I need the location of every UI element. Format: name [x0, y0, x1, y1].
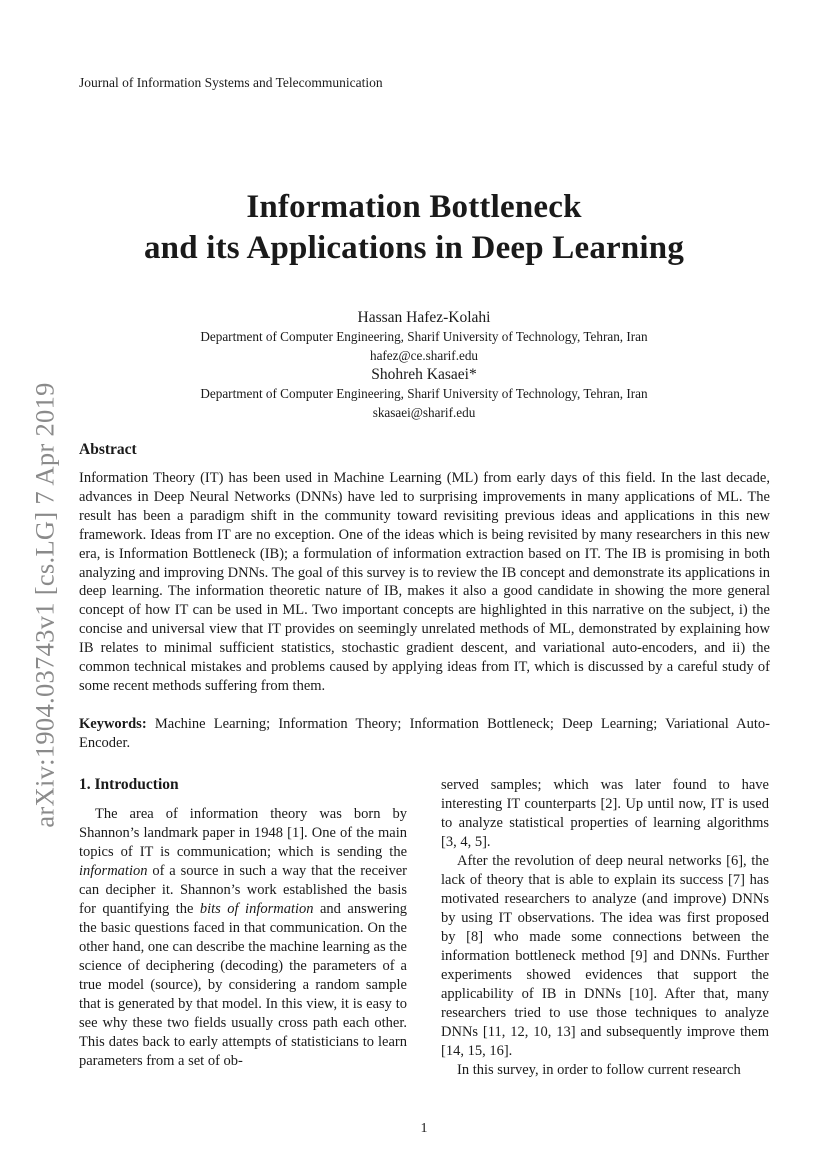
intro-right-column [441, 776, 769, 1080]
italic-text: bits of information [199, 901, 314, 917]
intro-left-column [79, 805, 407, 1071]
section-heading: 1. Introduction [79, 776, 179, 793]
keywords-list: Machine Learning; Information Theory; Information Bottleneck; Deep Learning; Variational Auto-Encoder. [79, 716, 771, 751]
author-name: Shohreh Kasaei* [371, 366, 477, 383]
text-run: and answering the basic questions faced in that communication. On the other hand, one can describe the machine learning as the science of deciphering (decoding) the parameters of a true model (source), by considering a random sample that is generated by that model. In this view, it is easy to see why these two fields usually cross path each other. This dates back to early attempts of statisticians to learn parameters from a set of ob- [79, 901, 407, 1069]
page-number: 1 [420, 1121, 428, 1136]
author-block [0, 308, 828, 422]
author-affiliation: Department of Computer Engineering, Sharif University of Technology, Tehran, Iran [200, 329, 648, 344]
author-email: skasaei@sharif.edu [372, 405, 476, 420]
italic-text: information [79, 863, 148, 879]
author-email: hafez@ce.sharif.edu [369, 348, 479, 363]
text-run: The area of information theory was born by Shannon’s landmark paper in 1948 [1]. One of the main topics of IT is communication; which is sending the [79, 806, 407, 860]
text-run: of a source in such a way that the receiver can decipher it. Shannon’s work established the basis for quantifying the [79, 863, 407, 917]
intro-paragraph: After the revolution of deep neural networks [6], the lack of theory that is able to explain its success [7] has motivated researchers to analyze (and improve) DNNs by using IT observations. The idea was first proposed by [8] who made some connections between the information bottleneck method [9] and DNNs. Further experiments showed evidences that support the applicability of IB in DNNs [10]. After that, many researchers tried to use those techniques to analyze DNNs [11, 12, 10, 13] and subsequently improve them [14, 15, 16]. [441, 853, 769, 1059]
intro-paragraph: served samples; which was later found to have interesting IT counterparts [2]. Up until now, IT is used to analyze statistical properties of learning algorithms [3, 4, 5]. [441, 777, 769, 850]
intro-paragraph: In this survey, in order to follow current research [457, 1062, 741, 1078]
journal-name: Journal of Information Systems and Telecommunication [79, 75, 383, 90]
title-line-1: Information Bottleneck [246, 189, 582, 225]
paper-title [0, 187, 828, 269]
author-name: Hassan Hafez-Kolahi [357, 309, 491, 326]
keywords [79, 715, 770, 753]
abstract-heading: Abstract [79, 441, 137, 458]
keywords-label: Keywords: [79, 716, 147, 732]
abstract-text: Information Theory (IT) has been used in Machine Learning (ML) from early days of this field. In the last decade, advances in Deep Neural Networks (DNNs) have led to surprising improvements in many applications of ML. The result has been a paradigm shift in the community toward revisiting previous ideas and applications in this new framework. Ideas from IT are no exception. One of the ideas which is being revisited by many researchers in this new era, is Information Bottleneck (IB); a formulation of information extraction based on IT. The IB is promising in both analyzing and improving DNNs. The goal of this survey is to review the IB concept and demonstrate its applications in deep learning. The information theoretic nature of IB, makes it also a good candidate in showing the more general concept of how IT can be used in ML. Two important concepts are highlighted in this narrative on the subject, i) the concise and universal view that IT provides on seemingly unrelated methods of ML, demonstrated by explaining how IB relates to minimal sufficient statistics, stochastic gradient descent, and variational auto-encoders, and ii) the common technical mistakes and problems caused by applying ideas from IT, which is discussed by a careful study of some recent methods suffering from them. [79, 470, 770, 694]
author-affiliation: Department of Computer Engineering, Sharif University of Technology, Tehran, Iran [200, 386, 648, 401]
intro-paragraph [79, 805, 407, 1071]
arxiv-identifier: arXiv:1904.03743v1 [cs.LG] 7 Apr 2019 [29, 382, 60, 828]
title-line-2: and its Applications in Deep Learning [143, 230, 685, 266]
